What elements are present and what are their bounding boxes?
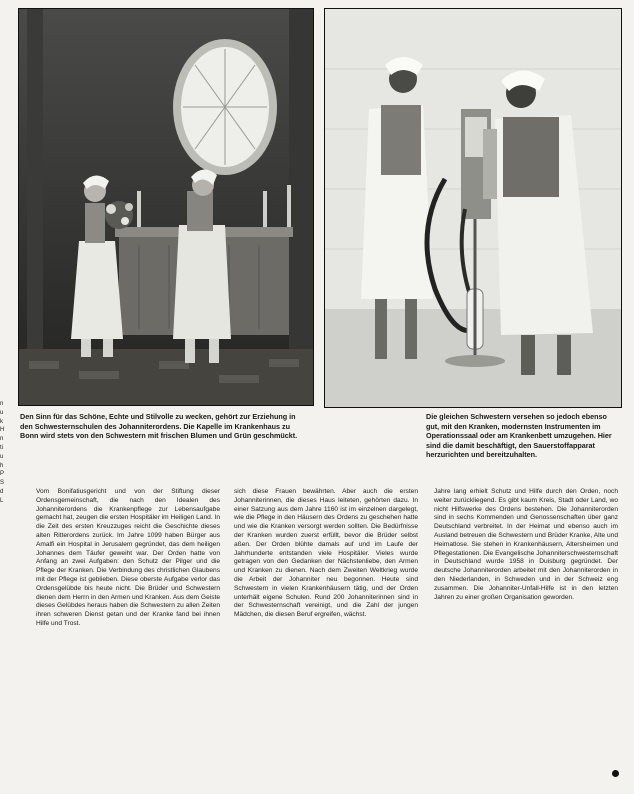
photo-chapel xyxy=(18,8,314,406)
photo-oxygen-apparatus xyxy=(324,8,622,408)
article-body xyxy=(36,488,622,788)
article-column-3: Jahre lang erhielt Schutz und Hilfe durch den Orden, noch weiter zurückliegend. Es gibt kaum Kreis, Stadt oder Land, wo nicht Hilfswerke des Ordens bestehen. Die Johanniterorden sind in sechs Kommenden und Genossenschaften über ganz Deutschland verbreitet. In der Heimat und ebenso auch im Ausland betreuen die Schwestern und Brüder Kranke, Alte und Heimatlose. Sie stehen in Krankenhäusern, Altersheimen und Pflegestationen. Die Evangelische Johanniterschwesternschaft in Deutschland wurde 1958 in Duisburg gegründet. Der deutsche Johanniterorden arbeitet mit den Johanniterorden in den Niederlanden, in Schweden und in der Schweiz eng zusammen. Die Johanniter-Unfall-Hilfe ist in den letzten Jahren zu einer großen Organisation geworden. xyxy=(434,488,618,601)
caption-left: Den Sinn für das Schöne, Echte und Stilvolle zu wecken, gehört zur Erziehung in den Schwesternschulen des Johanniterordens. Die Kapelle im Krankenhaus zu Bonn wird stets von den Schwestern mit frischen Blumen und Grün geschmückt. xyxy=(20,412,298,441)
caption-right: Die gleichen Schwestern versehen so jedoch ebenso gut, mit den Kranken, modernsten Instrumenten im Operationssaal oder am Krankenbett umzugehen. Hier sind die damit beschäftigt, den Sauerstoffapparat herzurichten und bereitzuhalten. xyxy=(426,412,612,460)
end-bullet-icon xyxy=(612,770,619,777)
article-column-1: Vom Bonifatiusgericht und von der Stiftung dieser Ordensgemeinschaft, die nach den Idealen des Johanniterordens die Krankenpflege zur Lebensaufgabe gemacht hat, zeugen die ersten Hospitäler im Heiligen Land. In die Zeit des ersten Kreuzzuges reicht die Geschichte dieses alten Ritterordens zurück. Im Jahre 1099 haben Bürger aus Amalfi ein Hospital in Jerusalem gegründet, das dem heiligen Johannes dem Täufer geweiht war. Der Orden hatte von Anfang an zwei Aufgaben: den Schutz der Pilger und die Pflege der Kranken. Die Verbindung des christlichen Glaubens mit der Pflege ist geblieben. Diese oberste Aufgabe verlor das Ordensgelübde bis heute nicht. Die Brüder und Schwestern dienen dem Herrn in den Armen und Kranken. Aus dem Geiste dieses Gelübdes heraus haben die Schwestern zu allen Zeiten ihren schweren Dienst getan und der Kranke fand bei ihnen Hilfe und Trost. xyxy=(36,488,221,627)
cut-off-margin-text: n u k H n ti u h P S d L xyxy=(0,401,5,504)
article-column-2: sich diese Frauen bewährten. Aber auch die ersten Johanniterinnen, die dieses Haus leiteten, gehörten dazu. In einer Satzung aus dem Jahre 1160 ist im einzelnen dargelegt, wie die Pflege in den Häusern des Ordens zu geschehen hatte und wie die Kranken versorgt werden sollten. Die Bedürfnisse der Kranken wurden zuerst erfüllt, bevor die Brüder selbst aßen. Der Orden blühte damals auf und im Laufe der Jahrhunderte entstanden viele Hospitäler. Vieles wurde getragen von den Gedanken der Nächstenliebe, den Armen und Kranken zu dienen. Nach dem Zweiten Weltkrieg wurde die Arbeit der Johanniter neu begonnen. Heute sind Schwestern in vielen Krankenhäusern tätig, und der Orden unterhält eigene Schulen. Rund 200 Johanniterinnen sind in der Schwesternschaft vereinigt, und die Zahl der jungen Mädchen, die diesen Beruf ergreifen, wächst. xyxy=(234,488,418,619)
